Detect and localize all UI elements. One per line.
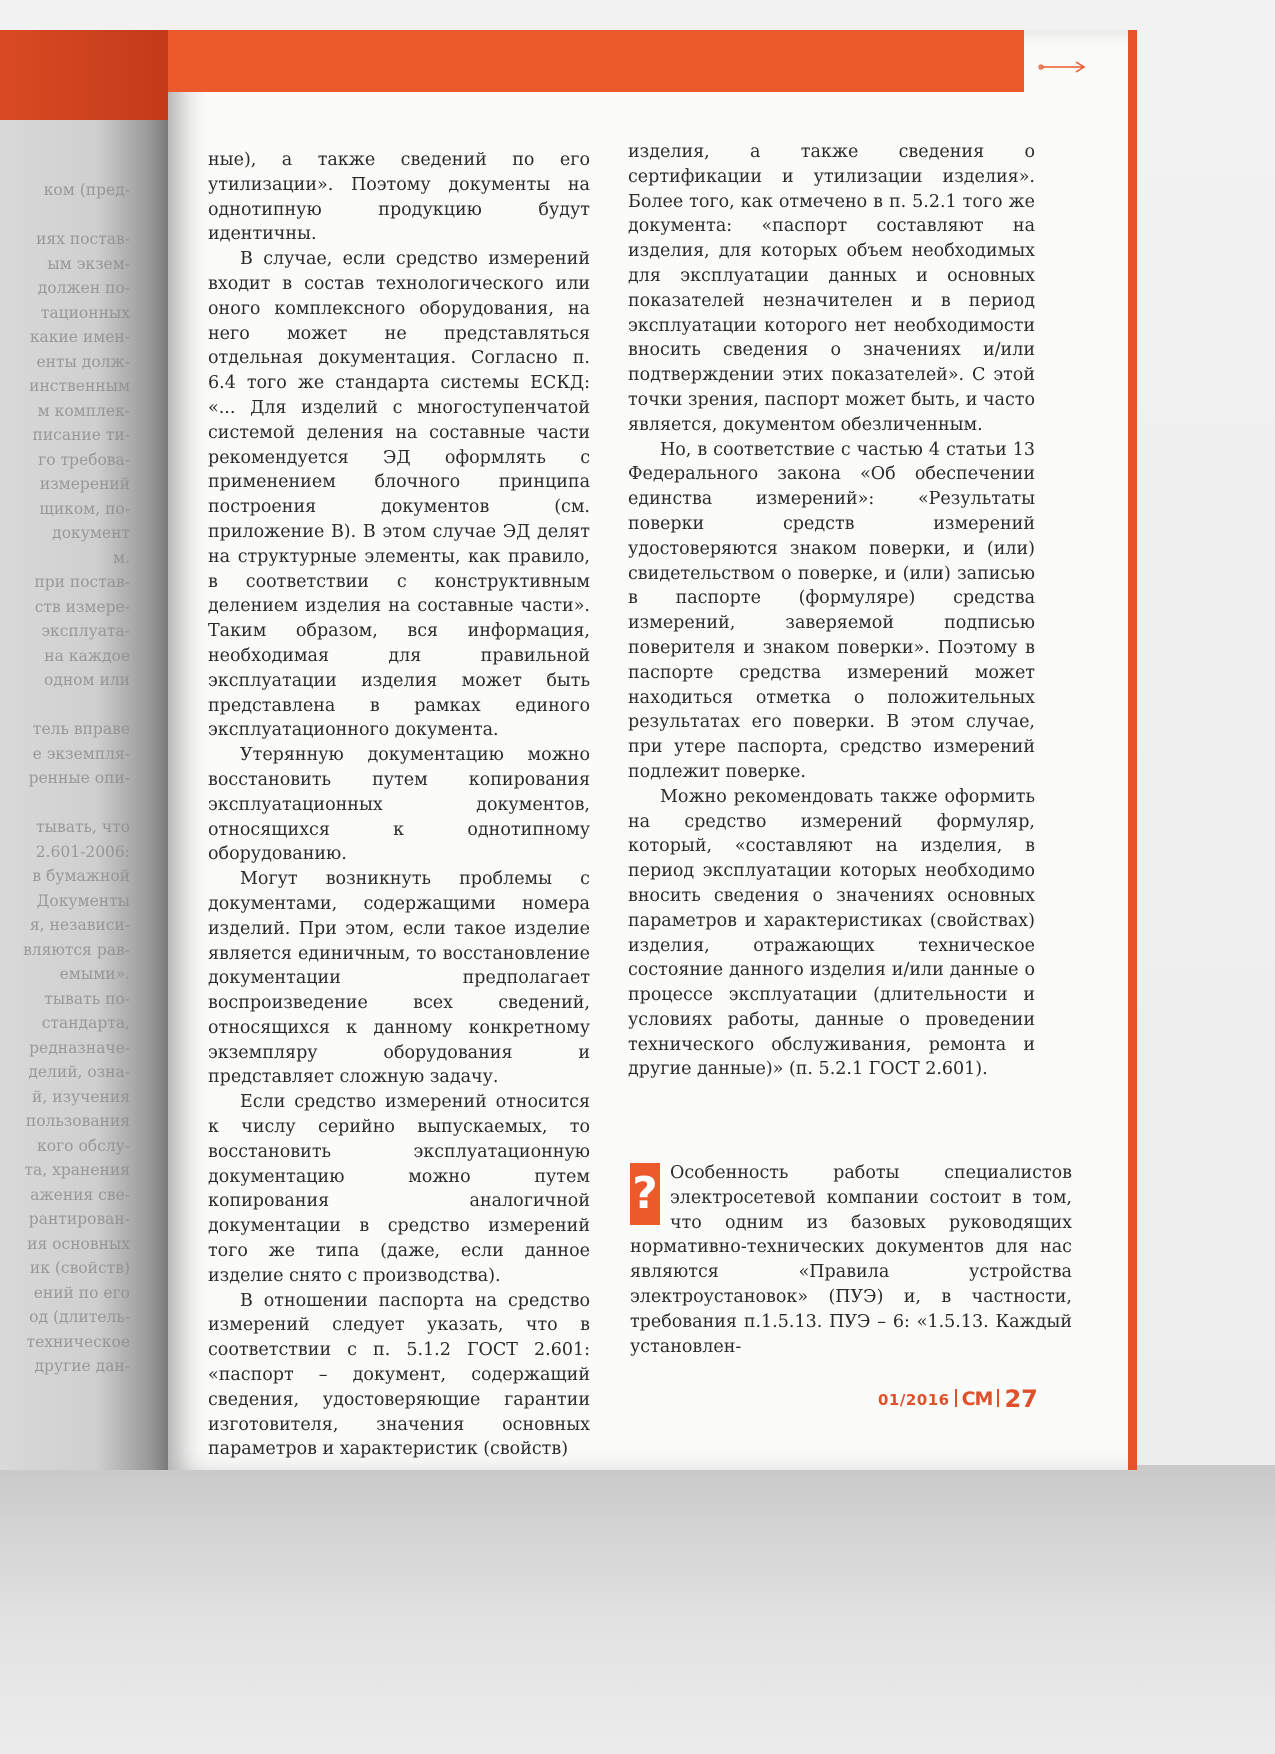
previous-page-line: ым экзем- xyxy=(47,254,130,273)
previous-page-line: тывать по- xyxy=(44,989,130,1008)
previous-page-line: делий, озна- xyxy=(28,1063,130,1081)
previous-page-line: од (длитель- xyxy=(29,1308,130,1326)
previous-page-text xyxy=(0,178,130,1379)
magazine-page xyxy=(168,30,1128,1470)
previous-page-line: ажения све- xyxy=(30,1185,130,1204)
header-color-bar xyxy=(168,30,1024,92)
paragraph: В отношении паспорта на средство измерений следует указать, что в соответствии с п. 5.1.2 ГОСТ 2.601: «паспорт – документ, содержащий сведения, удостоверяющие гарантии изготовителя, значения основных параметров и характеристик (свойств) xyxy=(208,1290,590,1460)
previous-page-line: в бумажной xyxy=(32,867,130,885)
previous-page-line: одном или xyxy=(43,671,130,689)
issue-number: 01/2016 xyxy=(878,1391,950,1409)
previous-page-line xyxy=(0,203,130,228)
previous-page-header-strip xyxy=(0,30,175,120)
previous-page-line: ств измере- xyxy=(34,597,130,616)
previous-page-line: м комплек- xyxy=(37,401,130,420)
previous-page-line: ений по его xyxy=(33,1283,130,1302)
previous-page-line: пользования xyxy=(25,1112,130,1130)
previous-page-line: вляются рав- xyxy=(23,940,130,959)
previous-page-line: 2.601-2006: xyxy=(35,842,130,861)
question-mark-icon: ? xyxy=(630,1163,660,1225)
paragraph: изделия, а также сведения о сертификации и утилизации изделия». Более того, как отмечено в п. 5.2.1 того же документа: «паспорт составляют на изделия, для которых объем необходимых для эксплуатации данных и основных показателей незначителен и в период эксплуатации которого нет необходимости вносить сведения о значениях и/или подтверждении этих показателей». С этой точки зрения, паспорт может быть, и часто является, документом обезличенным. xyxy=(628,142,1035,435)
previous-page-line xyxy=(0,791,130,816)
previous-page-line: ком (пред- xyxy=(43,181,130,199)
previous-page-line: редназначе- xyxy=(29,1038,130,1057)
previous-page-line xyxy=(0,693,130,718)
paragraph: ные), а также сведений по его утилизации». Поэтому документы на однотипную продукцию будут идентичны. xyxy=(208,150,590,245)
previous-page-line: инственным xyxy=(29,377,130,395)
previous-page-line: должен по- xyxy=(37,279,130,297)
previous-page-line: та, хранения xyxy=(24,1161,130,1179)
previous-page-line: го требова- xyxy=(38,450,130,469)
question-text: Особенность работы специалистов электросетевой компании состоит в том, что одним из базовых руководящих нормативно-технических документов для нас являются «Правила устройства электроустановок» (ПУЭ) и, в частности, требования п.1.5.13. ПУЭ – 6: «1.5.13. Каждый установлен- xyxy=(630,1163,1072,1357)
paragraph: Если средство измерений относится к числу серийно выпускаемых, то восстановить эксплуатационную документацию можно путем копирования аналогичной документации в средство измерений того же типа (даже, если данное изделие снято с производства). xyxy=(208,1092,590,1286)
previous-page-line: й, изучения xyxy=(32,1087,130,1106)
page-edge-color xyxy=(1128,30,1137,1470)
paragraph: Но, в соответствие с частью 4 статьи 13 Федерального закона «Об обеспечении единства измерений»: «Результаты поверки средств измерений удостоверяются знаком поверки, и (или) свидетельством о поверке, и (или) записью в паспорте (формуляре) средства измерений, заверяемой подписью поверителя и знаком поверки». Поэтому в паспорте средства измерений может находиться отметка о положительных результатах его поверки. В этом случае, при утере паспорта, средство измерений подлежит поверке. xyxy=(628,439,1035,782)
previous-page-line: тывать, что xyxy=(36,818,130,836)
previous-page-line: какие имен- xyxy=(29,328,130,346)
previous-page-line: рантирован- xyxy=(28,1210,130,1228)
footer-divider xyxy=(955,1389,957,1407)
text-column-2 xyxy=(628,140,1035,1082)
previous-page-line: ренные опи- xyxy=(28,769,130,787)
previous-page-line: ия основных xyxy=(27,1234,130,1253)
magazine-logo: СМ xyxy=(961,1388,993,1410)
previous-page-line: е экземпля- xyxy=(32,744,130,763)
page-footer xyxy=(878,1385,1038,1417)
previous-page-line: енты долж- xyxy=(36,352,130,371)
previous-page-line: щиком, по- xyxy=(39,499,130,518)
previous-page-line: м. xyxy=(113,548,130,567)
previous-page-line: на каждое xyxy=(44,646,130,665)
previous-page-line: другие дан- xyxy=(34,1357,130,1375)
previous-page-line: документ xyxy=(52,524,130,542)
previous-page-line: техническое xyxy=(26,1332,130,1351)
previous-page-line: я, независи- xyxy=(29,916,130,934)
previous-page-line: писание ти- xyxy=(32,426,130,444)
paragraph: Могут возникнуть проблемы с документами, содержащими номера изделий. При этом, если такое изделие является единичным, то восстановление документации предполагает воспроизведение всех сведений, относящихся к данному конкретному экземпляру оборудования и представляет сложную задачу. xyxy=(208,869,590,1088)
previous-page-line: иях постав- xyxy=(36,230,130,248)
paragraph: Утерянную документацию можно восстановить путем копирования эксплуатационных документов, относящихся к однотипному оборудованию. xyxy=(208,745,590,865)
arrow-right-icon xyxy=(1038,60,1088,74)
previous-page-line: емыми». xyxy=(59,965,130,983)
scanner-lower-shadow xyxy=(0,1465,1275,1754)
previous-page-line: стандарта, xyxy=(41,1014,130,1032)
paragraph: Можно рекомендовать также оформить на средство измерений формуляр, который, «составляют на изделия, в период эксплуатации которых необходимо вносить сведения о значениях основных параметров и характеристиках (свойствах) изделия, отражающих техническое состояние данного изделия и/или данные о процессе эксплуатации (длительности и условиях работы, данные о проведении технического обслуживания, ремонта и другие данные)» (п. 5.2.1 ГОСТ 2.601). xyxy=(628,786,1035,1080)
page-number: 27 xyxy=(1004,1385,1038,1413)
paragraph: В случае, если средство измерений входит в состав технологического или оного комплексного оборудования, на него может не представляться отдельная документация. Согласно п. 6.4 того же стандарта системы ЕСКД: «... Для изделий с многоступенчатой системой деления на составные части рекомендуется ЭД оформлять с применением блочного принципа построения документов (см. приложение В). В этом случае ЭД делят на структурные элементы, как правило, в соответствии с конструктивным делением изделия на составные части». Таким образом, вся информация, необходимая для правильной эксплуатации изделия может быть представлена в рамках единого эксплуатационного документа. xyxy=(208,249,590,741)
previous-page-line: тационных xyxy=(40,303,130,322)
footer-divider xyxy=(997,1389,999,1407)
previous-page-edge xyxy=(0,30,175,1470)
previous-page-line: тель вправе xyxy=(32,720,130,738)
previous-page-line: кого обслу- xyxy=(37,1136,130,1155)
previous-page-line: Документы xyxy=(36,891,130,910)
previous-page-line: измерений xyxy=(39,475,130,493)
previous-page-line: ик (свойств) xyxy=(29,1259,130,1277)
question-block xyxy=(630,1161,1072,1359)
previous-page-line: при постав- xyxy=(34,573,130,591)
text-column-1 xyxy=(208,148,590,1462)
previous-page-line: эксплуата- xyxy=(41,622,130,640)
